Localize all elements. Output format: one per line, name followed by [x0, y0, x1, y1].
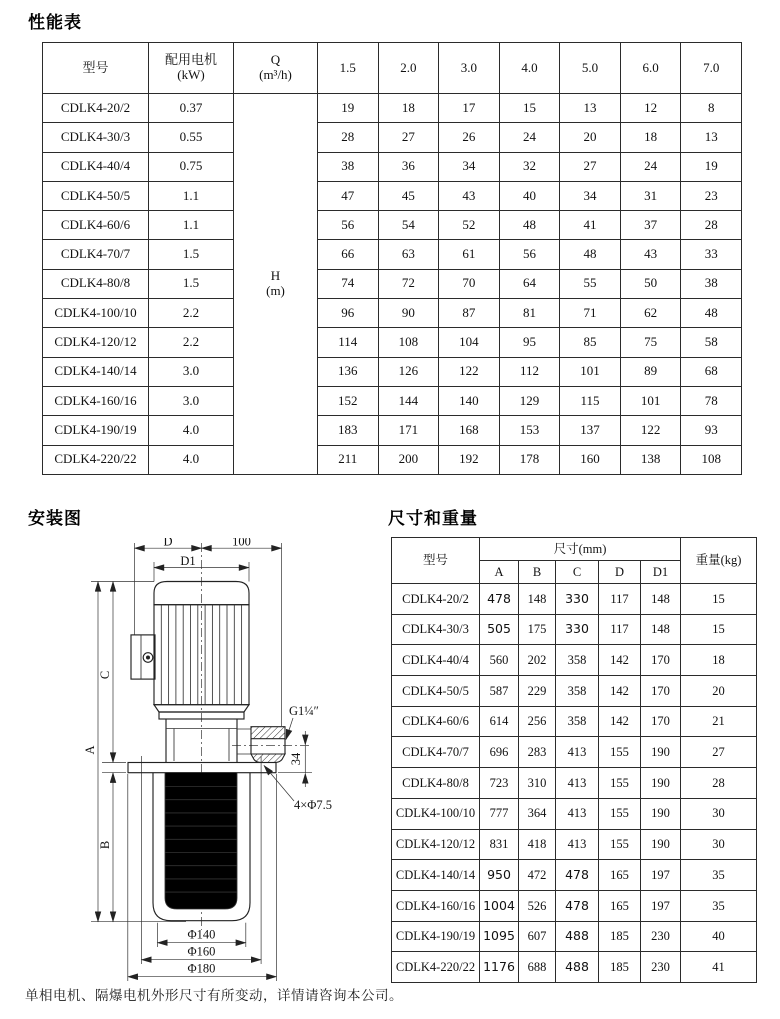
head-value-cell: 171 — [378, 416, 439, 445]
col-header-q7: 7.0 — [681, 43, 742, 94]
size-value-cell: 148 — [519, 584, 556, 615]
perf-table-row — [43, 299, 742, 328]
head-value-cell: 85 — [560, 328, 621, 357]
col-header-q5: 5.0 — [560, 43, 621, 94]
head-value-cell: 78 — [681, 386, 742, 415]
size-value-cell: 197 — [641, 890, 681, 921]
perf-header-row — [43, 43, 742, 94]
model-cell: CDLK4-190/19 — [392, 921, 480, 952]
head-value-cell: 20 — [560, 123, 621, 152]
motor-power-cell: 1.1 — [149, 181, 234, 210]
size-value-cell: 256 — [519, 706, 556, 737]
dims-table-row — [392, 584, 757, 615]
dim-label-phi140: Φ140 — [187, 927, 216, 942]
size-value-cell: 696 — [480, 737, 519, 768]
size-value-cell: 155 — [599, 737, 641, 768]
size-value-cell: 1095 — [480, 921, 519, 952]
dim-label-a: A — [83, 745, 97, 755]
col-header-c: C — [556, 561, 599, 584]
perf-table-row — [43, 181, 742, 210]
head-value-cell: 178 — [499, 445, 560, 474]
dimensions-table-title: 尺寸和重量 — [388, 509, 478, 528]
head-value-cell: 71 — [560, 299, 621, 328]
col-header-model: 型号 — [392, 538, 480, 584]
head-value-cell: 32 — [499, 152, 560, 181]
head-value-cell: 56 — [318, 211, 379, 240]
head-value-cell: 95 — [499, 328, 560, 357]
dimensions-table — [391, 537, 757, 983]
dim-label-phi180: Φ180 — [187, 961, 216, 976]
size-value-cell: 607 — [519, 921, 556, 952]
col-header-d: D — [599, 561, 641, 584]
perf-table-row — [43, 269, 742, 298]
dim-label-b: B — [98, 840, 112, 850]
head-value-cell: 36 — [378, 152, 439, 181]
weight-cell: 21 — [681, 706, 757, 737]
base-plate — [128, 763, 276, 773]
model-cell: CDLK4-120/12 — [43, 328, 149, 357]
size-value-cell: 614 — [480, 706, 519, 737]
dims-table-row — [392, 614, 757, 645]
size-value-cell: 197 — [641, 860, 681, 891]
size-value-cell: 488 — [556, 952, 599, 983]
size-value-cell: 230 — [641, 952, 681, 983]
installation-diagram — [40, 538, 385, 983]
motor-power-cell: 1.1 — [149, 211, 234, 240]
model-cell: CDLK4-50/5 — [392, 676, 480, 707]
footnote: 单相电机、隔爆电机外形尺寸有所变动，详情请咨询本公司。 — [25, 988, 403, 1003]
weight-cell: 20 — [681, 676, 757, 707]
model-cell: CDLK4-50/5 — [43, 181, 149, 210]
perf-table-row — [43, 152, 742, 181]
head-value-cell: 144 — [378, 386, 439, 415]
installation-diagram-title: 安装图 — [28, 509, 82, 528]
perf-table-row — [43, 240, 742, 269]
head-value-cell: 52 — [439, 211, 500, 240]
motor-power-cell: 0.75 — [149, 152, 234, 181]
size-value-cell: 587 — [480, 676, 519, 707]
dims-table-row — [392, 706, 757, 737]
model-cell: CDLK4-80/8 — [392, 768, 480, 799]
size-value-cell: 190 — [641, 768, 681, 799]
model-cell: CDLK4-40/4 — [43, 152, 149, 181]
model-cell: CDLK4-70/7 — [392, 737, 480, 768]
head-unit-cell — [234, 94, 318, 475]
head-value-cell: 115 — [560, 386, 621, 415]
size-value-cell: 165 — [599, 860, 641, 891]
head-value-cell: 33 — [681, 240, 742, 269]
size-value-cell: 1004 — [480, 890, 519, 921]
weight-cell: 40 — [681, 921, 757, 952]
size-value-cell: 358 — [556, 706, 599, 737]
head-value-cell: 56 — [499, 240, 560, 269]
dims-table-row — [392, 737, 757, 768]
weight-cell: 27 — [681, 737, 757, 768]
head-value-cell: 17 — [439, 94, 500, 123]
col-header-q6: 6.0 — [620, 43, 681, 94]
head-value-cell: 48 — [499, 211, 560, 240]
size-value-cell: 505 — [480, 614, 519, 645]
dims-table-row — [392, 921, 757, 952]
size-value-cell: 413 — [556, 798, 599, 829]
size-value-cell: 117 — [599, 584, 641, 615]
size-value-cell: 170 — [641, 676, 681, 707]
head-value-cell: 138 — [620, 445, 681, 474]
dims-table-row — [392, 768, 757, 799]
size-value-cell: 310 — [519, 768, 556, 799]
head-value-cell: 114 — [318, 328, 379, 357]
head-value-cell: 126 — [378, 357, 439, 386]
perf-table-row — [43, 94, 742, 123]
model-cell: CDLK4-120/12 — [392, 829, 480, 860]
size-value-cell: 170 — [641, 645, 681, 676]
size-value-cell: 190 — [641, 829, 681, 860]
size-value-cell: 472 — [519, 860, 556, 891]
size-value-cell: 478 — [556, 860, 599, 891]
size-value-cell: 155 — [599, 829, 641, 860]
size-value-cell: 358 — [556, 645, 599, 676]
head-value-cell: 211 — [318, 445, 379, 474]
col-header-a: A — [480, 561, 519, 584]
motor-power-cell: 2.2 — [149, 299, 234, 328]
size-value-cell: 142 — [599, 676, 641, 707]
head-value-cell: 19 — [318, 94, 379, 123]
head-value-cell: 68 — [681, 357, 742, 386]
perf-table-row — [43, 123, 742, 152]
head-value-cell: 43 — [439, 181, 500, 210]
model-cell: CDLK4-100/10 — [43, 299, 149, 328]
size-value-cell: 283 — [519, 737, 556, 768]
dim-label-d: D — [163, 538, 173, 549]
size-value-cell: 230 — [641, 921, 681, 952]
head-value-cell: 137 — [560, 416, 621, 445]
size-value-cell: 413 — [556, 829, 599, 860]
head-value-cell: 75 — [620, 328, 681, 357]
head-value-cell: 129 — [499, 386, 560, 415]
head-value-cell: 66 — [318, 240, 379, 269]
motor-power-cell: 3.0 — [149, 357, 234, 386]
size-value-cell: 148 — [641, 614, 681, 645]
model-cell: CDLK4-220/22 — [392, 952, 480, 983]
col-header-motor: 配用电机 (kW) — [149, 43, 234, 94]
size-value-cell: 478 — [556, 890, 599, 921]
size-value-cell: 190 — [641, 798, 681, 829]
weight-cell: 30 — [681, 829, 757, 860]
head-value-cell: 81 — [499, 299, 560, 328]
size-value-cell: 229 — [519, 676, 556, 707]
head-value-cell: 55 — [560, 269, 621, 298]
size-value-cell: 165 — [599, 890, 641, 921]
head-value-cell: 122 — [439, 357, 500, 386]
col-header-flow: Q (m³/h) — [234, 43, 318, 94]
model-cell: CDLK4-30/3 — [392, 614, 480, 645]
head-value-cell: 45 — [378, 181, 439, 210]
bolt-holes-label: 4×Φ7.5 — [294, 798, 333, 812]
size-value-cell: 142 — [599, 645, 641, 676]
head-value-cell: 101 — [560, 357, 621, 386]
col-header-d1: D1 — [641, 561, 681, 584]
size-value-cell: 185 — [599, 921, 641, 952]
perf-table-row — [43, 328, 742, 357]
size-value-cell: 950 — [480, 860, 519, 891]
head-value-cell: 200 — [378, 445, 439, 474]
head-value-cell: 28 — [681, 211, 742, 240]
motor-drawing — [131, 582, 249, 720]
head-value-cell: 19 — [681, 152, 742, 181]
model-cell: CDLK4-140/14 — [43, 357, 149, 386]
size-value-cell: 155 — [599, 798, 641, 829]
model-cell: CDLK4-20/2 — [392, 584, 480, 615]
size-value-cell: 723 — [480, 768, 519, 799]
weight-cell: 28 — [681, 768, 757, 799]
perf-table-row — [43, 211, 742, 240]
head-value-cell: 152 — [318, 386, 379, 415]
head-symbol: H — [270, 267, 281, 283]
head-value-cell: 72 — [378, 269, 439, 298]
head-value-cell: 58 — [681, 328, 742, 357]
model-cell: CDLK4-190/19 — [43, 416, 149, 445]
model-cell: CDLK4-220/22 — [43, 445, 149, 474]
size-value-cell: 831 — [480, 829, 519, 860]
dims-table-row — [392, 829, 757, 860]
dims-header-row-1 — [392, 538, 757, 561]
head-value-cell: 13 — [560, 94, 621, 123]
head-value-cell: 12 — [620, 94, 681, 123]
col-header-model: 型号 — [43, 43, 149, 94]
motor-power-cell: 1.5 — [149, 269, 234, 298]
dim-label-100: 100 — [232, 538, 251, 549]
head-value-cell: 28 — [318, 123, 379, 152]
dimension-labels — [83, 538, 332, 976]
head-value-cell: 13 — [681, 123, 742, 152]
motor-power-cell: 0.37 — [149, 94, 234, 123]
barrel-inner — [165, 773, 237, 909]
perf-table-row — [43, 357, 742, 386]
head-value-cell: 168 — [439, 416, 500, 445]
head-value-cell: 140 — [439, 386, 500, 415]
pump-base-drawing — [128, 763, 276, 921]
size-value-cell: 358 — [556, 676, 599, 707]
model-cell: CDLK4-140/14 — [392, 860, 480, 891]
head-value-cell: 70 — [439, 269, 500, 298]
size-value-cell: 202 — [519, 645, 556, 676]
head-value-cell: 108 — [378, 328, 439, 357]
model-cell: CDLK4-40/4 — [392, 645, 480, 676]
dims-table-row — [392, 860, 757, 891]
head-value-cell: 54 — [378, 211, 439, 240]
size-value-cell: 418 — [519, 829, 556, 860]
size-value-cell: 526 — [519, 890, 556, 921]
size-value-cell: 185 — [599, 952, 641, 983]
head-value-cell: 90 — [378, 299, 439, 328]
head-value-cell: 24 — [620, 152, 681, 181]
col-header-b: B — [519, 561, 556, 584]
size-value-cell: 688 — [519, 952, 556, 983]
head-value-cell: 27 — [560, 152, 621, 181]
pump-head-drawing — [166, 719, 251, 763]
head-value-cell: 93 — [681, 416, 742, 445]
head-value-cell: 64 — [499, 269, 560, 298]
model-cell: CDLK4-160/16 — [392, 890, 480, 921]
thread-size-label: G1¼″ — [289, 704, 319, 718]
dim-label-d1: D1 — [180, 554, 196, 568]
head-value-cell: 23 — [681, 181, 742, 210]
weight-cell: 35 — [681, 860, 757, 891]
head-value-cell: 38 — [318, 152, 379, 181]
size-value-cell: 488 — [556, 921, 599, 952]
head-value-cell: 160 — [560, 445, 621, 474]
head-value-cell: 43 — [620, 240, 681, 269]
head-value-cell: 15 — [499, 94, 560, 123]
model-cell: CDLK4-60/6 — [43, 211, 149, 240]
size-value-cell: 1176 — [480, 952, 519, 983]
size-value-cell: 364 — [519, 798, 556, 829]
head-value-cell: 26 — [439, 123, 500, 152]
model-cell: CDLK4-160/16 — [43, 386, 149, 415]
size-value-cell: 175 — [519, 614, 556, 645]
model-cell: CDLK4-80/8 — [43, 269, 149, 298]
head-value-cell: 192 — [439, 445, 500, 474]
perf-table-row — [43, 445, 742, 474]
dim-label-phi160: Φ160 — [187, 944, 216, 959]
head-value-cell: 108 — [681, 445, 742, 474]
head-value-cell: 38 — [681, 269, 742, 298]
weight-cell: 35 — [681, 890, 757, 921]
motor-power-cell: 3.0 — [149, 386, 234, 415]
head-value-cell: 34 — [439, 152, 500, 181]
model-cell: CDLK4-70/7 — [43, 240, 149, 269]
dim-label-34: 34 — [289, 752, 303, 766]
head-value-cell: 63 — [378, 240, 439, 269]
size-value-cell: 117 — [599, 614, 641, 645]
col-header-q4: 4.0 — [499, 43, 560, 94]
head-value-cell: 96 — [318, 299, 379, 328]
size-value-cell: 148 — [641, 584, 681, 615]
col-header-weight: 重量(kg) — [681, 538, 757, 584]
head-value-cell: 136 — [318, 357, 379, 386]
size-value-cell: 560 — [480, 645, 519, 676]
motor-power-cell: 2.2 — [149, 328, 234, 357]
size-value-cell: 190 — [641, 737, 681, 768]
head-value-cell: 101 — [620, 386, 681, 415]
head-value-cell: 153 — [499, 416, 560, 445]
size-value-cell: 413 — [556, 768, 599, 799]
size-value-cell: 155 — [599, 768, 641, 799]
col-header-size-group: 尺寸(mm) — [480, 538, 681, 561]
size-value-cell: 478 — [480, 584, 519, 615]
head-value-cell: 48 — [681, 299, 742, 328]
head-value-cell: 34 — [560, 181, 621, 210]
col-header-q1: 1.5 — [318, 43, 379, 94]
weight-cell: 15 — [681, 584, 757, 615]
size-value-cell: 170 — [641, 706, 681, 737]
head-value-cell: 87 — [439, 299, 500, 328]
head-value-cell: 18 — [620, 123, 681, 152]
size-value-cell: 330 — [556, 584, 599, 615]
motor-power-cell: 4.0 — [149, 445, 234, 474]
head-value-cell: 89 — [620, 357, 681, 386]
col-header-q3: 3.0 — [439, 43, 500, 94]
discharge-port — [251, 727, 285, 763]
model-cell: CDLK4-30/3 — [43, 123, 149, 152]
dims-table-row — [392, 890, 757, 921]
model-cell: CDLK4-20/2 — [43, 94, 149, 123]
motor-power-cell: 4.0 — [149, 416, 234, 445]
head-value-cell: 27 — [378, 123, 439, 152]
head-value-cell: 8 — [681, 94, 742, 123]
head-value-cell: 31 — [620, 181, 681, 210]
dims-table-row — [392, 952, 757, 983]
dims-table-row — [392, 676, 757, 707]
dims-table-row — [392, 798, 757, 829]
head-value-cell: 61 — [439, 240, 500, 269]
head-value-cell: 112 — [499, 357, 560, 386]
performance-table — [42, 42, 742, 475]
motor-power-cell: 0.55 — [149, 123, 234, 152]
head-value-cell: 24 — [499, 123, 560, 152]
head-value-cell: 122 — [620, 416, 681, 445]
perf-table-row — [43, 386, 742, 415]
dim-label-c: C — [98, 670, 112, 680]
head-value-cell: 41 — [560, 211, 621, 240]
weight-cell: 15 — [681, 614, 757, 645]
head-unit: (m) — [266, 282, 285, 298]
head-value-cell: 47 — [318, 181, 379, 210]
model-cell: CDLK4-100/10 — [392, 798, 480, 829]
head-value-cell: 104 — [439, 328, 500, 357]
weight-cell: 18 — [681, 645, 757, 676]
head-value-cell: 62 — [620, 299, 681, 328]
weight-cell: 30 — [681, 798, 757, 829]
weight-cell: 41 — [681, 952, 757, 983]
motor-power-cell: 1.5 — [149, 240, 234, 269]
size-value-cell: 330 — [556, 614, 599, 645]
perf-table-row — [43, 416, 742, 445]
head-value-cell: 183 — [318, 416, 379, 445]
head-value-cell: 48 — [560, 240, 621, 269]
model-cell: CDLK4-60/6 — [392, 706, 480, 737]
head-value-cell: 50 — [620, 269, 681, 298]
head-value-cell: 40 — [499, 181, 560, 210]
head-value-cell: 74 — [318, 269, 379, 298]
head-value-cell: 18 — [378, 94, 439, 123]
col-header-q2: 2.0 — [378, 43, 439, 94]
size-value-cell: 413 — [556, 737, 599, 768]
head-value-cell: 37 — [620, 211, 681, 240]
dims-table-row — [392, 645, 757, 676]
size-value-cell: 142 — [599, 706, 641, 737]
size-value-cell: 777 — [480, 798, 519, 829]
performance-table-title: 性能表 — [28, 13, 82, 32]
